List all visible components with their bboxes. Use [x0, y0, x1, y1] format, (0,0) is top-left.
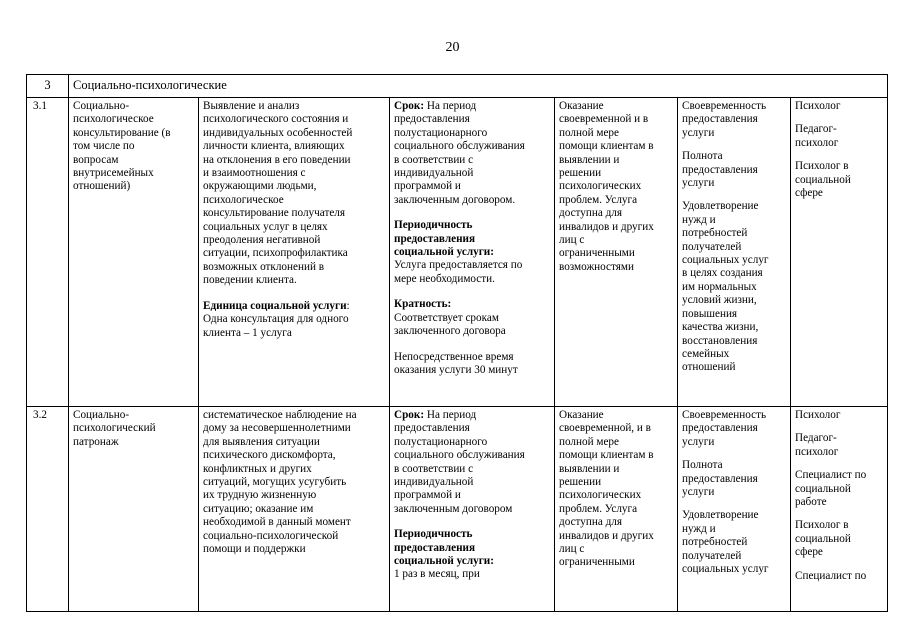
service-multiplicity-label: Кратность:: [394, 298, 452, 311]
service-number: 3.2: [27, 407, 69, 612]
service-number: 3.1: [27, 98, 69, 407]
specialist-item: Психолог в социальной сфере: [795, 160, 851, 200]
service-unit-text: Одна консультация для одного клиента – 1 услуга: [203, 313, 349, 339]
specialist-item: Педагог- психолог: [795, 432, 839, 458]
specialist-item: Специалист по социальной работе: [795, 469, 867, 509]
quality-item: Своевременность предоставления услуги: [682, 409, 767, 448]
service-quality-cell: [678, 407, 791, 612]
page-number: 20: [445, 40, 460, 55]
section-number: 3: [27, 75, 69, 98]
service-term-cell: [390, 407, 555, 612]
service-duration: Непосредственное время оказания услуги 30 минут: [394, 350, 518, 376]
section-header-row: [27, 75, 888, 98]
section-title: Социально-психологические: [69, 75, 888, 98]
service-conditions: Оказание своевременной, и в полной мере помощи клиентам в выявлении и решении психологических проблем. Услуга доступна для инвалидов и других лиц с ограниченными: [559, 409, 654, 569]
service-unit: Единица социальной услуги:: [203, 299, 350, 312]
specialist-item: Психолог: [795, 100, 841, 112]
quality-item: Удовлетворение нужд и потребностей получателей социальных услуг в целях создания им нормальных условий жизни, повышения качества жизни, восстановления семейных отношений: [682, 200, 769, 374]
service-description: систематическое наблюдение на дому за несовершеннолетними для выявления ситуации психического дискомфорта, конфликтных и других ситуаций, могущих усугубить их трудную жизненную ситуацию; оказание им необходимой в данный момент социально-психологической помощи и поддержки: [203, 409, 357, 556]
service-quality-cell: [678, 98, 791, 407]
quality-item: Удовлетворение нужд и потребностей получателей социальных услуг: [682, 509, 769, 576]
services-table: [26, 74, 888, 612]
service-name: Социально- психологический патронаж: [69, 407, 199, 612]
service-specialists-cell: [791, 98, 888, 407]
service-periodicity-text: Услуга предоставляется по мере необходимости.: [394, 259, 523, 285]
service-name: Социально- психологическое консультирование (в том числе по вопросам внутрисемейных отношений): [69, 98, 199, 407]
service-row-3-1: [27, 98, 888, 407]
service-description: Выявление и анализ психологического состояния и индивидуальных особенностей личности клиента, влияющих на отклонения в его поведении и взаимоотношения с окружающими людьми, психологическое консультирование получателя социальных услуг в целях преодоления негативной ситуации, психопрофилактика возможных отклонений в поведении клиента.: [203, 100, 353, 287]
service-multiplicity-text: Соответствует срокам заключенного договора: [394, 311, 506, 338]
specialist-item: Психолог в социальной сфере: [795, 519, 851, 559]
service-specialists-cell: [791, 407, 888, 612]
service-term: Срок: На период предоставления полустационарного социального обслуживания в соответствии с индивидуальной программой и заключенным договором.: [394, 100, 525, 206]
quality-item: Полнота предоставления услуги: [682, 459, 758, 499]
service-description-cell: [199, 98, 390, 407]
service-periodicity-label: Периодичность предоставления социальной услуги:: [394, 528, 494, 568]
service-conditions-cell: [555, 98, 678, 407]
specialist-item: Педагог- психолог: [795, 123, 839, 149]
quality-item: Своевременность предоставления услуги: [682, 100, 767, 139]
service-term-cell: [390, 98, 555, 407]
service-term: Срок: На период предоставления полустационарного социального обслуживания в соответствии с индивидуальной программой и заключенным договором: [394, 409, 525, 515]
service-row-3-2: [27, 407, 888, 612]
service-conditions-cell: [555, 407, 678, 612]
quality-item: Полнота предоставления услуги: [682, 150, 758, 190]
specialist-item: Специалист по: [795, 569, 867, 582]
service-periodicity-label: Периодичность предоставления социальной услуги:: [394, 219, 494, 259]
service-description-cell: [199, 407, 390, 612]
service-conditions: Оказание своевременной и в полной мере помощи клиентам в выявлении и решении психологических проблем. Услуга доступна для инвалидов и других лиц с ограниченными возможностями: [559, 100, 654, 273]
specialist-item: Психолог: [795, 409, 841, 421]
service-periodicity-text: 1 раз в месяц, при: [394, 568, 480, 581]
